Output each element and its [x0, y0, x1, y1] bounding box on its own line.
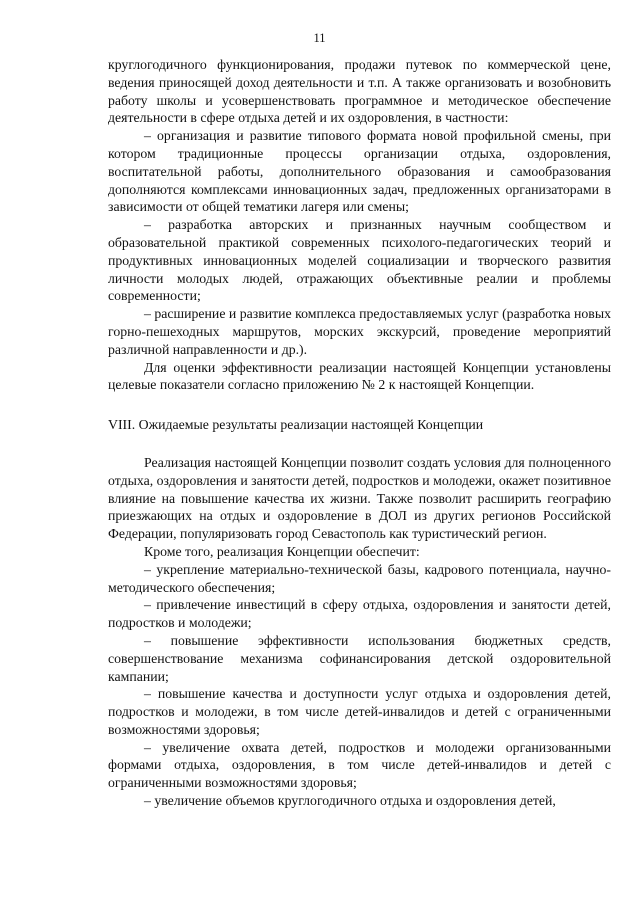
list-item: – увеличение охвата детей, подростков и молодежи организованными формами отдыха, оздоровления, в том числе детей-инвалидов и детей с ограниченными возможностями здоровья;	[108, 739, 611, 791]
list-item: – организация и развитие типового формата новой профильной смены, при котором традиционные процессы организации отдыха, оздоровления, воспитательной работы, дополнительного образования и самообразования дополняются комплексами инновационных задач, предложенных организаторами в зависимости от общей тематики лагеря или смены;	[108, 128, 611, 215]
list-item: – разработка авторских и признанных научным сообществом и образовательной практикой современных психолого-педагогических теорий и продуктивных инновационных моделей социализации и творческого развития личности молодых людей, отражающих объективные реалии и проблемы современности;	[108, 217, 611, 304]
section-heading: VIII. Ожидаемые результаты реализации настоящей Концепции	[108, 417, 484, 433]
list-item: – повышение эффективности использования бюджетных средств, совершенствование механизма софинансирования детской оздоровительной кампании;	[108, 632, 611, 684]
document-body	[108, 56, 611, 810]
list-item: – увеличение объемов круглогодичного отдыха и оздоровления детей,	[144, 793, 556, 809]
paragraph-continuation: круглогодичного функционирования, продажи путевок по коммерческой цене, ведения приносящей доход деятельности и т.п. А также организовать и возобновить работу школы и усовершенствовать программное и методическое обеспечение деятельности в сфере отдыха детей и их оздоровления, в частности:	[108, 57, 611, 126]
list-item: – расширение и развитие комплекса предоставляемых услуг (разработка новых горно-пешеходных маршрутов, морских экскурсий, проведение мероприятий различной направленности и др.).	[108, 306, 611, 357]
list-item: – повышение качества и доступности услуг отдыха и оздоровления детей, подростков и молодежи, в том числе детей-инвалидов и детей с ограниченными возможностями здоровья;	[108, 686, 611, 737]
paragraph: Для оценки эффективности реализации настоящей Концепции установлены целевые показатели согласно приложению № 2 к настоящей Концепции.	[108, 359, 611, 393]
list-item: – привлечение инвестиций в сферу отдыха, оздоровления и занятости детей, подростков и молодежи;	[108, 597, 611, 631]
page-number: 11	[313, 31, 326, 45]
paragraph: Кроме того, реализация Концепции обеспечит:	[144, 543, 420, 559]
paragraph: Реализация настоящей Концепции позволит создать условия для полноценного отдыха, оздоровления и занятости детей, подростков и молодежи, окажет позитивное влияние на повышение качества их жизни. Также позволит расширить географию приезжающих на отдых и оздоровление в ДОЛ из других регионов Российской Федерации, популяризовать город Севастополь как туристический регион.	[108, 454, 611, 542]
list-item: – укрепление материально-технической базы, кадрового потенциала, научно-методического обеспечения;	[108, 561, 611, 595]
